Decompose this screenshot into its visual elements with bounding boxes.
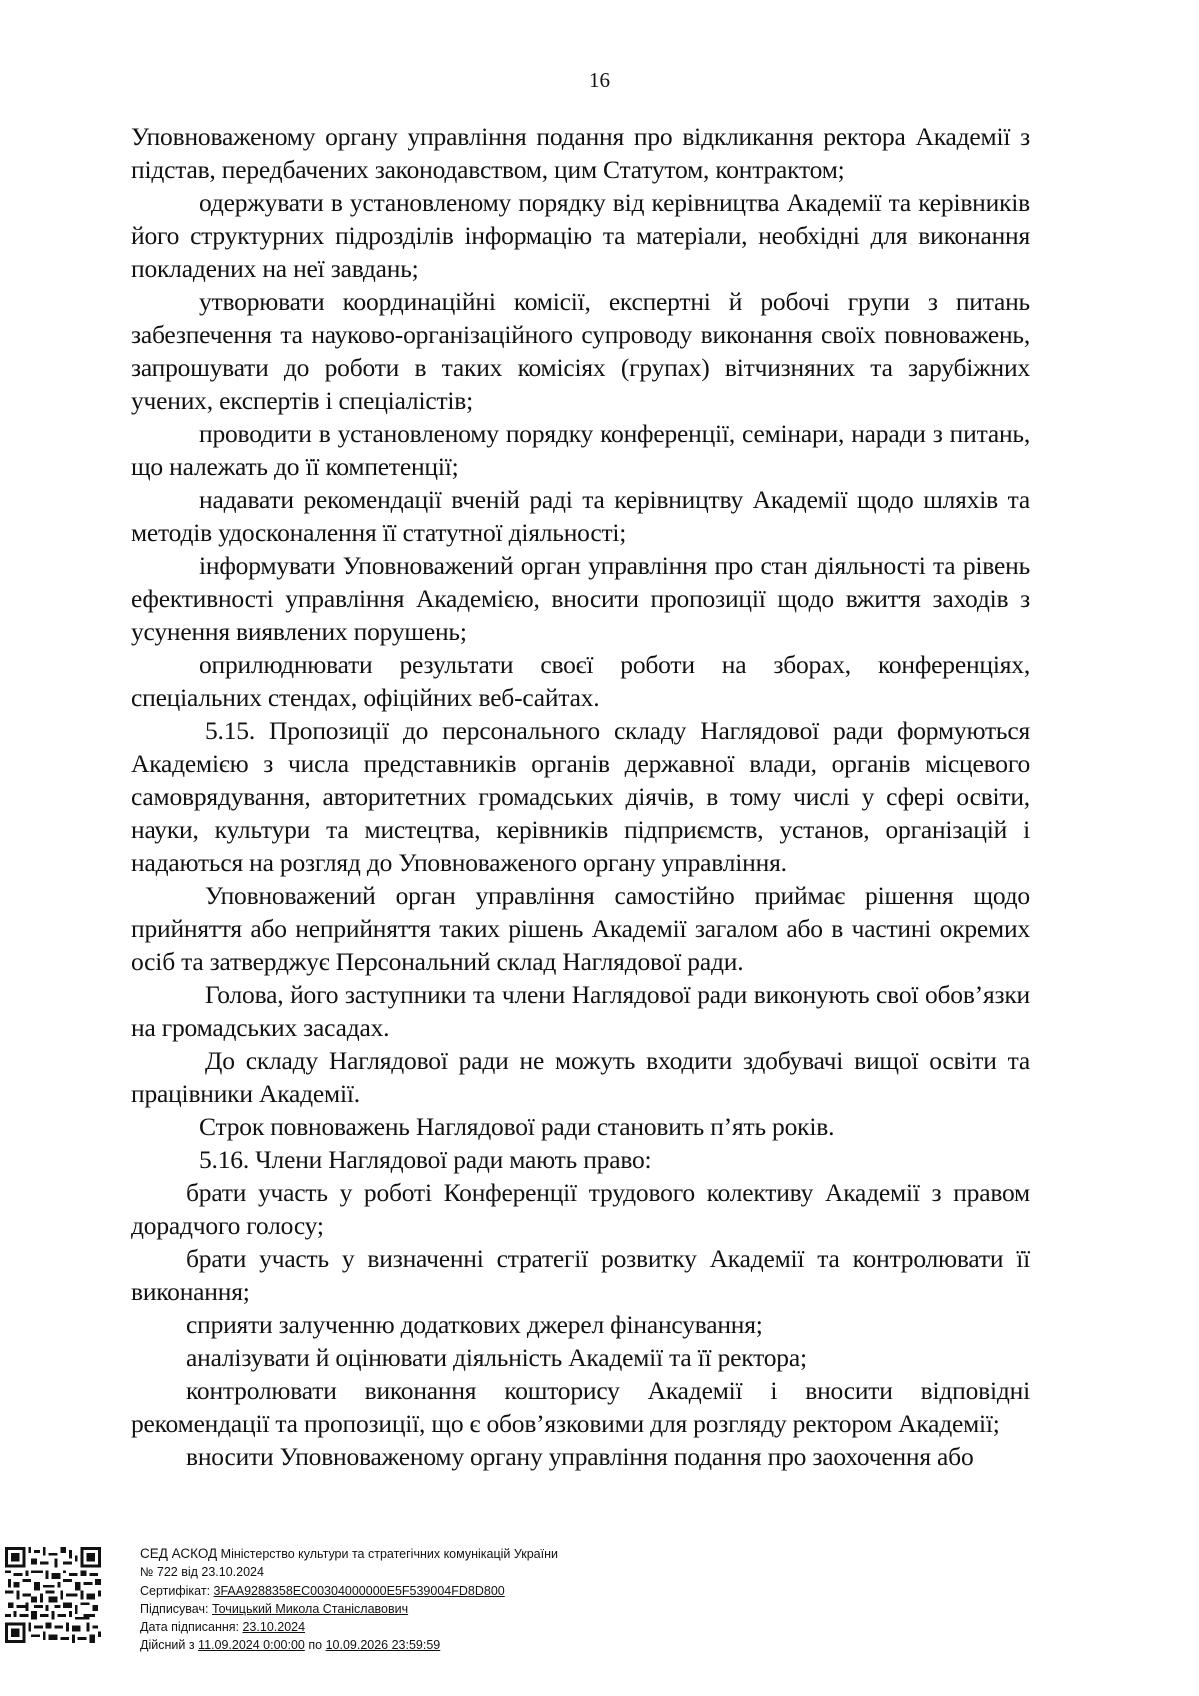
paragraph: Голова, його заступники та члени Наглядової ради виконують свої обов’язки на громадських засадах. [131, 980, 1030, 1042]
valid-to-label: по [308, 1638, 323, 1653]
organization-name: Міністерство культури та стратегічних комунікацій України [220, 1547, 558, 1561]
certificate-label: Сертифікат: [140, 1583, 211, 1598]
valid-to-value: 10.09.2026 23:59:59 [325, 1638, 441, 1653]
paragraph: До складу Наглядової ради не можуть входити здобувачі вищої освіти та працівники Академії. [131, 1046, 1030, 1108]
sign-date-label: Дата підписання: [140, 1620, 239, 1635]
paragraph: Уповноважений орган управління самостійно приймає рішення щодо прийняття або неприйняття таких рішень Академії загалом або в частині окремих осіб та затверджує Персональний склад Наглядової ради. [131, 881, 1030, 976]
signer-value: Точицький Микола Станіславович [211, 1601, 409, 1616]
document-body [131, 120, 1030, 1473]
signature-details [140, 1545, 558, 1655]
list-item: сприяти залученню додаткових джерел фінансування; [186, 1310, 763, 1339]
certificate-line [140, 1582, 558, 1600]
paragraph: проводити в установленому порядку конференції, семінари, наради з питань, що належать до її компетенції; [131, 419, 1030, 481]
paragraph: оприлюднювати результати своєї роботи на зборах, конференціях, спеціальних стендах, офіційних веб-сайтах. [131, 650, 1030, 712]
paragraph-section-5-16: 5.16. Члени Наглядової ради мають право: [199, 1145, 652, 1174]
registration-number: № 722 від 23.10.2024 [140, 1565, 264, 1580]
system-line [140, 1545, 558, 1563]
qr-code-icon [5, 1547, 101, 1643]
paragraph: інформувати Уповноважений орган управління про стан діяльності та рівень ефективності управління Академією, вносити пропозиції щодо вжиття заходів з усунення виявлених порушень; [131, 551, 1030, 646]
sign-date-line [140, 1618, 558, 1636]
signer-line [140, 1600, 558, 1618]
paragraph: Строк повноважень Наглядової ради становить п’ять років. [199, 1112, 835, 1141]
list-item: аналізувати й оцінювати діяльність Академії та її ректора; [186, 1343, 807, 1372]
paragraph: Уповноваженому органу управління подання про відкликання ректора Академії з підстав, передбачених законодавством, цим Статутом, контрактом; [131, 122, 1030, 184]
system-name: СЕД АСКОД [140, 1546, 218, 1561]
paragraph: одержувати в установленому порядку від керівництва Академії та керівників його структурних підрозділів інформацію та матеріали, необхідні для виконання покладених на неї завдань; [131, 188, 1030, 283]
valid-from-value: 11.09.2024 0:00:00 [198, 1638, 305, 1653]
page-number: 16 [589, 68, 610, 92]
paragraph: утворювати координаційні комісії, експертні й робочі групи з питань забезпечення та науково-організаційного супроводу виконання своїх повноважень, запрошувати до роботи в таких комісіях (групах) вітчизняних та зарубіжних учених, експертів і спеціалістів; [131, 287, 1030, 415]
sign-date-value: 23.10.2024 [242, 1620, 306, 1635]
list-item: вносити Уповноваженому органу управління подання про заохочення або [186, 1442, 974, 1471]
signature-stamp [0, 1540, 1199, 1690]
list-item: брати участь у роботі Конференції трудового колективу Академії з правом дорадчого голосу; [131, 1178, 1030, 1240]
validity-line [140, 1636, 558, 1654]
list-item: брати участь у визначенні стратегії розвитку Академії та контролювати її виконання; [131, 1244, 1030, 1306]
list-item: контролювати виконання кошторису Академії і вносити відповідні рекомендації та пропозиції, що є обов’язковими для розгляду ректором Академії; [131, 1376, 1030, 1438]
signer-label: Підписувач: [140, 1601, 209, 1616]
certificate-value: 3FAA9288358EC00304000000E5F539004FD8D800 [213, 1583, 505, 1598]
valid-from-label: Дійсний з [140, 1638, 195, 1653]
paragraph: надавати рекомендації вченій раді та керівництву Академії щодо шляхів та методів удосконалення її статутної діяльності; [131, 485, 1030, 547]
paragraph-section-5-15: 5.15. Пропозиції до персонального складу Наглядової ради формуються Академією з числа представників органів державної влади, органів місцевого самоврядування, авторитетних громадських діячів, в тому числі у сфері освіти, науки, культури та мистецтва, керівників підприємств, установ, організацій і надаються на розгляд до Уповноваженого органу управління. [131, 716, 1030, 877]
